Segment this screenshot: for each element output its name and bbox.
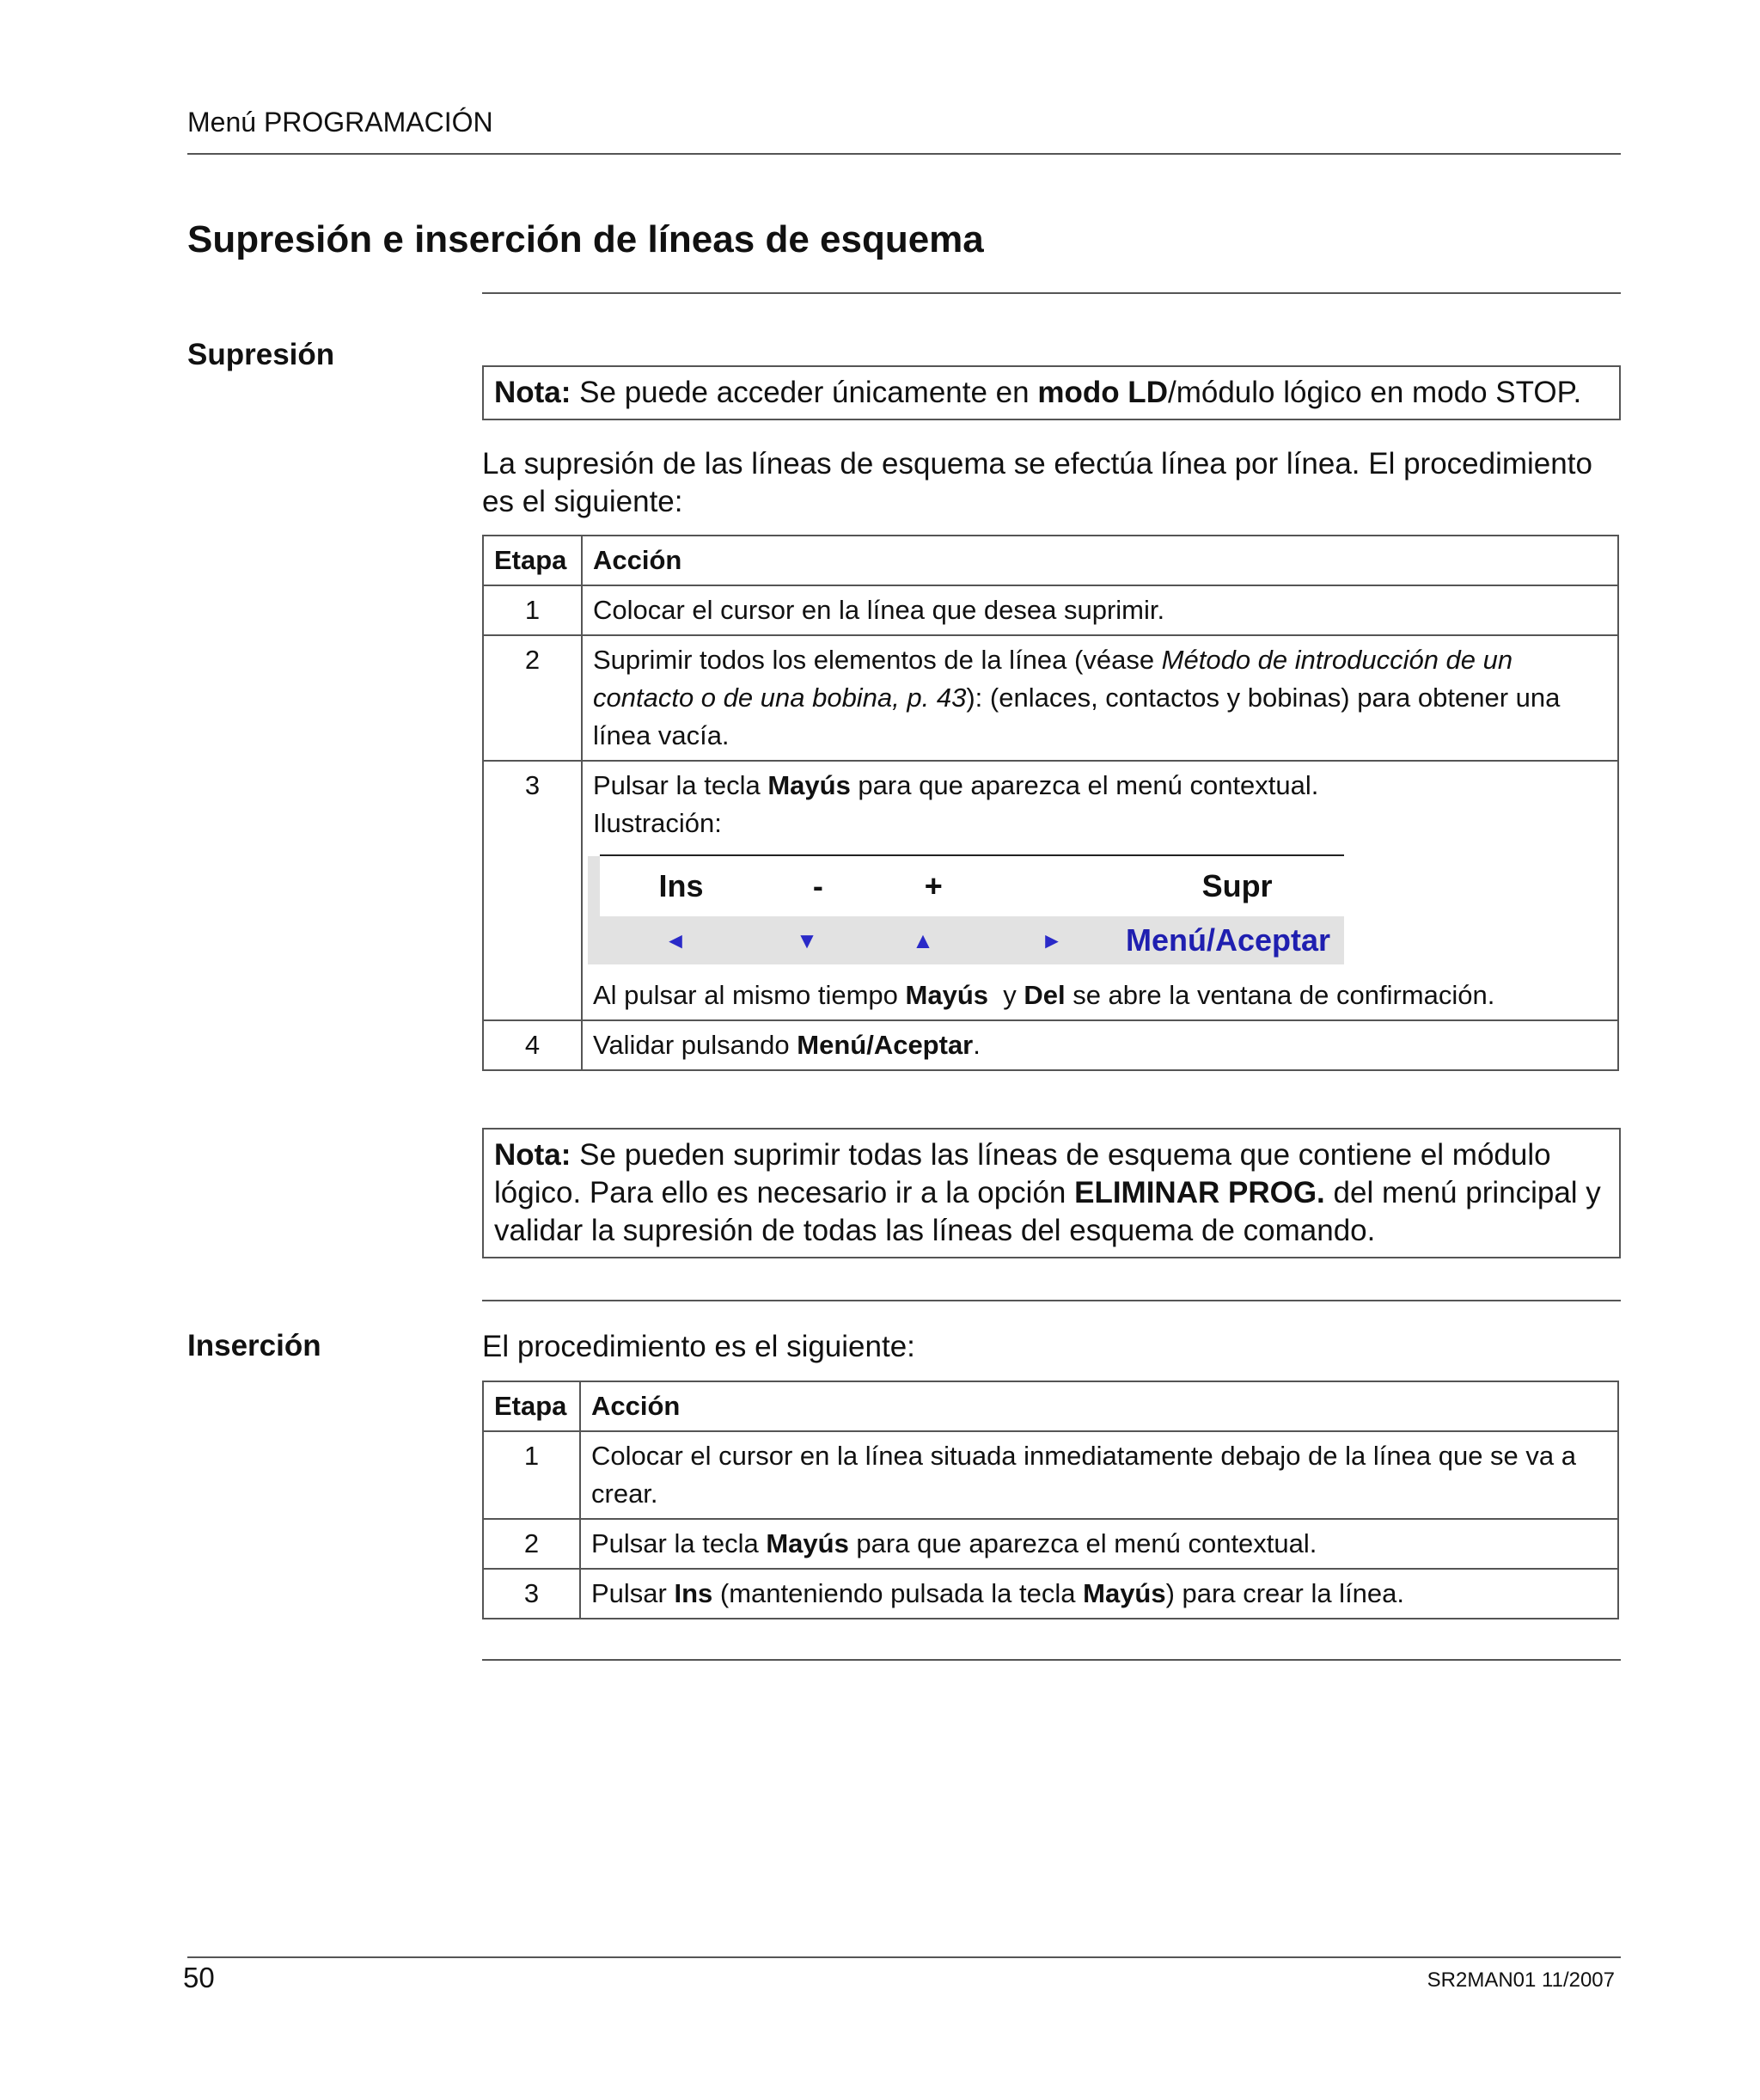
key-name: Mayús [905,980,988,1010]
steps-table-supresion [482,535,1619,1071]
section-rule [482,1300,1621,1301]
step-number: 2 [483,1519,580,1569]
column-header-action: Acción [582,536,1618,585]
key-ins: Ins [658,868,704,903]
key-name: Del [1024,980,1066,1010]
illustration-label: Ilustración: [593,808,722,838]
table-row [483,1020,1618,1070]
note-box [482,365,1621,420]
section-label-insercion: Inserción [187,1329,321,1362]
column-header-action: Acción [580,1381,1618,1431]
step-number: 3 [483,1569,580,1619]
step-text: . [973,1030,981,1060]
note-text: Se pueden suprimir todas las líneas de esquema que contiene el módulo lógico. Para ello es necesario ir a la opción [494,1138,1551,1209]
key-minus: - [812,868,823,903]
table-header-row [483,1381,1618,1431]
context-menu-arrows [588,916,1344,964]
step-text: (manteniendo pulsada la tecla [712,1578,1084,1608]
note-text: Se puede acceder únicamente en [571,376,1038,409]
intro-paragraph: El procedimiento es el siguiente: [482,1330,915,1363]
step-number: 4 [483,1020,582,1070]
arrow-up-icon: ▲ [912,928,934,953]
table-row [483,1431,1618,1519]
note-label: Nota: [494,1138,571,1172]
note-box [482,1128,1621,1258]
arrow-left-icon: ◄ [664,928,687,953]
step-number: 2 [483,635,582,761]
column-header-step: Etapa [483,1381,580,1431]
page-title: Supresión e inserción de líneas de esquema [187,218,984,260]
key-name: Mayús [767,770,851,800]
step-text: Al pulsar al mismo tiempo [593,980,906,1010]
table-row [483,585,1618,635]
step-action [580,1519,1618,1569]
steps-table-insercion [482,1381,1619,1619]
note-emphasis: ELIMINAR PROG. [1074,1176,1325,1209]
note-text: /módulo lógico en modo STOP. [1167,376,1582,409]
table-row [483,1569,1618,1619]
step-text: para que aparezca el menú contextual. [848,1528,1317,1558]
section-rule [482,1659,1621,1661]
running-header: Menú PROGRAMACIÓN [187,107,493,138]
step-text: y [988,980,1024,1010]
key-name: Mayús [766,1528,849,1558]
step-text: Validar pulsando [593,1030,798,1060]
step-text: Suprimir todos los elementos de la línea (véase [593,645,1162,675]
arrow-down-icon: ▼ [796,928,818,953]
key-name: Ins [674,1578,713,1608]
table-row [483,761,1618,1020]
context-menu-keys [588,856,1344,916]
step-text: ) para crear la línea. [1165,1578,1405,1608]
section-rule [482,292,1621,294]
step-text: se abre la ventana de confirmación. [1065,980,1495,1010]
table-row [483,635,1618,761]
note-label: Nota: [494,376,571,409]
step-action [582,635,1618,761]
note-text: del menú principal y validar la supresión de todas las líneas del esquema de comando. [494,1176,1601,1247]
step-action [582,1020,1618,1070]
note-emphasis: modo LD [1037,376,1168,409]
footer-rule [187,1956,1621,1958]
table-row [483,1519,1618,1569]
step-text: Pulsar la tecla [593,770,768,800]
step-text: Pulsar la tecla [591,1528,767,1558]
step-text: para que aparezca el menú contextual. [850,770,1319,800]
step-action: Colocar el cursor en la línea que desea suprimir. [582,585,1618,635]
key-plus: + [924,868,943,903]
step-number: 3 [483,761,582,1020]
step-action [582,761,1618,1020]
arrow-right-icon: ► [1041,928,1063,953]
step-number: 1 [483,1431,580,1519]
step-action [580,1569,1618,1619]
step-action: Colocar el cursor en la línea situada inmediatamente debajo de la línea que se va a crear. [580,1431,1618,1519]
step-text: Pulsar [591,1578,675,1608]
key-supr: Supr [1201,868,1273,903]
section-label-supresion: Supresión [187,338,335,371]
header-rule [187,153,1621,155]
menu-accept-key: Menú/Aceptar [1125,922,1331,958]
column-header-step: Etapa [483,536,582,585]
key-name: Mayús [1083,1578,1166,1608]
step-text: ): (enlaces, contactos y bobinas) para obtener una línea vacía. [593,683,1561,750]
intro-paragraph: La supresión de las líneas de esquema se efectúa línea por línea. El procedimiento es el siguiente: [482,447,1592,518]
context-menu-illustration [588,854,1344,964]
cross-reference: Método de introducción de un contacto o de una bobina, p. 43 [593,645,1513,713]
document-id: SR2MAN01 11/2007 [1427,1968,1615,1992]
page-number: 50 [183,1962,215,1993]
key-name: Menú/Aceptar [797,1030,974,1060]
step-number: 1 [483,585,582,635]
table-header-row [483,536,1618,585]
